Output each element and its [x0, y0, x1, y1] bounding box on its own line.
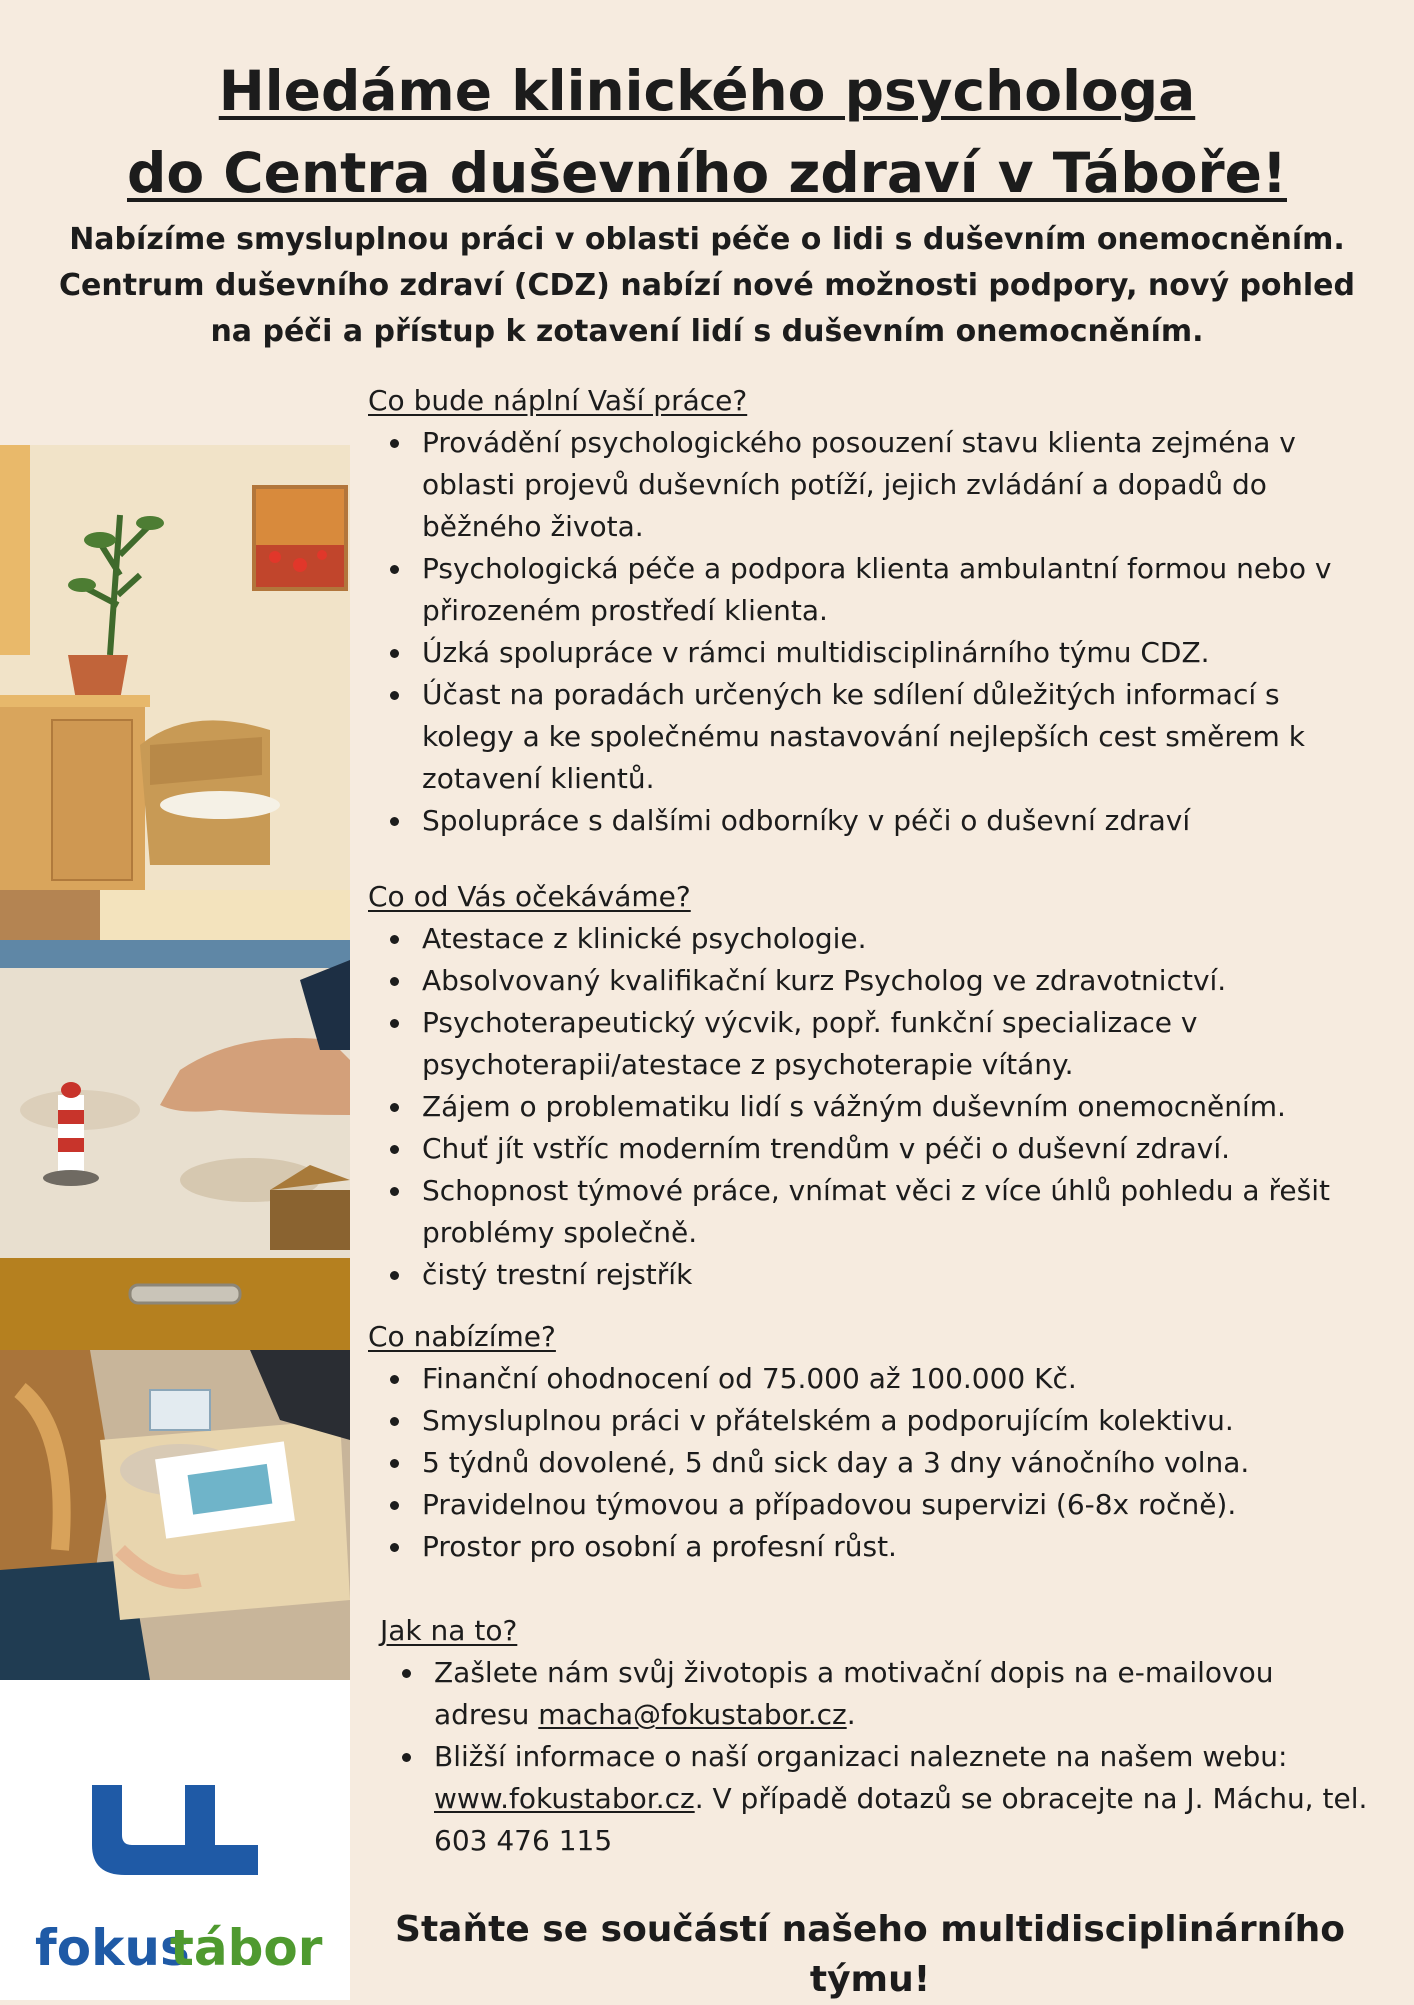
expect-list	[368, 918, 1378, 1296]
how-item-2-end: . V případě dotazů se obracejte na J. Máchu, tel. 603 476 115	[434, 1782, 1368, 1857]
section-offer-heading: Co nabízíme?	[368, 1320, 556, 1353]
logo-text-fokus: fokus	[35, 1919, 190, 1977]
list-item: Schopnost týmové práce, vnímat věci z více úhlů pohledu a řešit problémy společně.	[422, 1170, 1378, 1254]
intro-line-1: Nabízíme smysluplnou práci v oblasti péče o lidi s duševním onemocněním.	[69, 222, 1345, 257]
title-line-1: Hledáme klinického psychologa	[218, 59, 1196, 123]
fokus-tabor-logo	[0, 1680, 350, 2000]
website-link[interactable]: www.fokustabor.cz	[434, 1782, 695, 1815]
sandplay-photo	[0, 940, 350, 1350]
logo-text-tabor: tábor	[170, 1919, 323, 1977]
list-item: Chuť jít vstříc moderním trendům v péči o duševní zdraví.	[422, 1128, 1378, 1170]
list-item: Zájem o problematiku lidí s vážným duševním onemocněním.	[422, 1086, 1378, 1128]
list-item: Psychoterapeutický výcvik, popř. funkční specializace v psychoterapii/atestace z psychoterapie vítány.	[422, 1002, 1378, 1086]
work-list	[368, 422, 1378, 842]
intro-text	[50, 217, 1364, 355]
title-line-2: do Centra duševního zdraví v Táboře!	[127, 141, 1287, 205]
section-offer	[368, 1316, 1378, 1568]
section-how-heading: Jak na to?	[380, 1614, 518, 1647]
list-item: Pravidelnou týmovou a případovou supervizi (6-8x ročně).	[422, 1484, 1378, 1526]
offer-list	[368, 1358, 1378, 1568]
list-item: Prostor pro osobní a profesní růst.	[422, 1526, 1378, 1568]
section-expect	[368, 876, 1378, 1296]
therapy-room-photo	[0, 445, 350, 940]
list-item: Provádění psychologického posouzení stavu klienta zejména v oblasti projevů duševních potíží, jejich zvládání a dopadů do běžného života.	[422, 422, 1378, 548]
list-item: Spolupráce s dalšími odborníky v péči o duševní zdraví	[422, 800, 1378, 842]
logo-mark	[0, 1680, 350, 2000]
list-item: Absolvovaný kvalifikační kurz Psycholog ve zdravotnictví.	[422, 960, 1378, 1002]
section-expect-heading: Co od Vás očekáváme?	[368, 880, 691, 913]
list-item: Finanční ohodnocení od 75.000 až 100.000 Kč.	[422, 1358, 1378, 1400]
list-item: čistý trestní rejstřík	[422, 1254, 1378, 1296]
session-table-photo	[0, 1350, 350, 1680]
how-item-1-text: Zašlete nám svůj životopis a motivační dopis na e-mailovou adresu	[434, 1656, 1274, 1731]
list-item: Psychologická péče a podpora klienta ambulantní formou nebo v přirozeném prostředí klienta.	[422, 548, 1378, 632]
list-item	[434, 1652, 1370, 1736]
intro-line-2: Centrum duševního zdraví (CDZ) nabízí nové možnosti podpory, nový pohled	[58, 268, 1356, 303]
section-how	[380, 1610, 1370, 1862]
footer-slogan: Staňte se součástí našeho multidisciplinárního týmu!	[395, 1909, 1345, 2000]
email-link[interactable]: macha@fokustabor.cz	[538, 1698, 847, 1731]
list-item: 5 týdnů dovolené, 5 dnů sick day a 3 dny vánočního volna.	[422, 1442, 1378, 1484]
section-work	[368, 380, 1378, 842]
list-item: Smysluplnou práci v přátelském a podporujícím kolektivu.	[422, 1400, 1378, 1442]
page-title	[0, 50, 1414, 214]
list-item	[434, 1736, 1370, 1862]
intro-line-3: na péči a přístup k zotavení lidí s duševním onemocněním.	[210, 314, 1204, 349]
list-item: Úzká spolupráce v rámci multidisciplinárního týmu CDZ.	[422, 632, 1378, 674]
how-list	[380, 1652, 1370, 1862]
list-item: Účast na poradách určených ke sdílení důležitých informací s kolegy a ke společnému nastavování nejlepších cest směrem k zotavení klientů.	[422, 674, 1378, 800]
section-work-heading: Co bude náplní Vaší práce?	[368, 384, 748, 417]
how-item-2-text: Bližší informace o naší organizaci naleznete na našem webu:	[434, 1740, 1288, 1773]
list-item: Atestace z klinické psychologie.	[422, 918, 1378, 960]
how-item-1-end: .	[846, 1698, 856, 1731]
